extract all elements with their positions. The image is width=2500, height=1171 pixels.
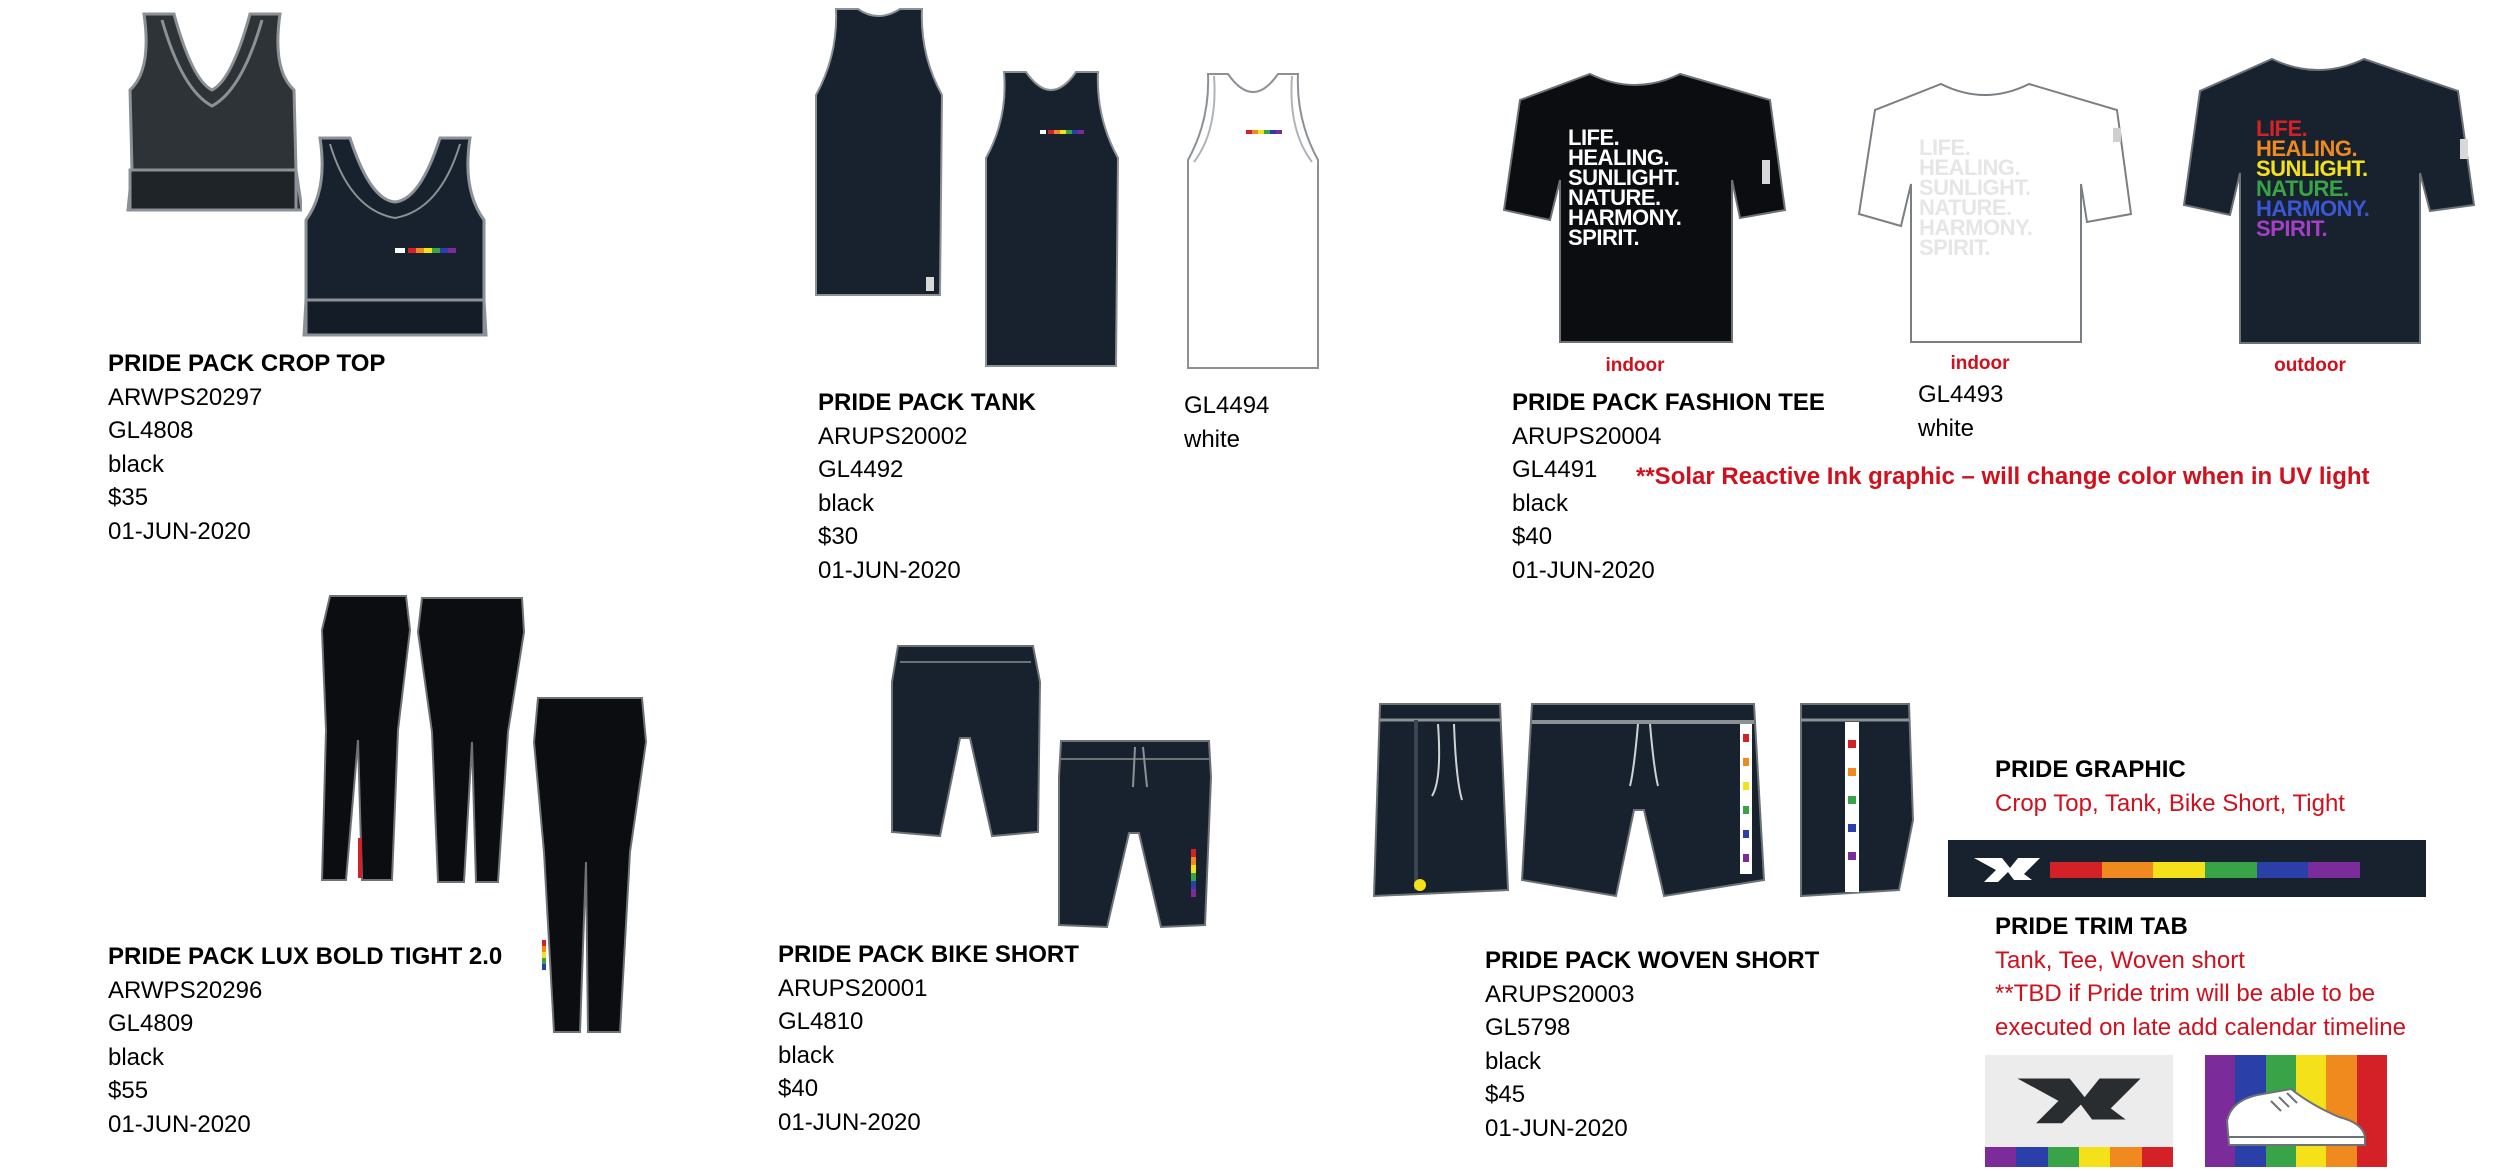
price: $40	[1512, 523, 1553, 550]
price: $35	[108, 484, 149, 511]
launch-date: 01-JUN-2020	[778, 1108, 921, 1136]
stripe-blue	[2257, 862, 2309, 878]
graphic-line: SPIRIT.	[1919, 235, 1991, 260]
style-number: ARWPS20296	[108, 976, 263, 1004]
stripe-purple	[2308, 862, 2360, 878]
vector-logo-icon	[2009, 1071, 2149, 1127]
pride-trim-info	[1995, 910, 2406, 1044]
graphic-line: LIFE.	[2256, 116, 2308, 141]
crop-top-front-image	[300, 130, 490, 340]
launch-date: 01-JUN-2020	[1485, 1114, 1628, 1142]
tee-white-label: indoor	[1950, 353, 2010, 374]
stripe-green	[2205, 862, 2257, 878]
graphic-line: SPIRIT.	[2256, 216, 2328, 241]
launch-date: 01-JUN-2020	[108, 1110, 251, 1138]
graphic-line: SUNLIGHT.	[2256, 156, 2368, 181]
section-title: PRIDE TRIM TAB	[1995, 913, 2188, 940]
graphic-line: HARMONY.	[2256, 196, 2370, 221]
bike-short-front-image	[1055, 737, 1215, 932]
product-name: PRIDE PACK FASHION TEE	[1512, 389, 1825, 416]
woven-short-trim-tape	[1740, 724, 1752, 874]
tight-info	[108, 940, 502, 1141]
price: $45	[1485, 1081, 1526, 1108]
woven-short-front-image	[1518, 700, 1768, 900]
tight-pride-stripe	[542, 940, 546, 970]
article-number: GL4808	[108, 417, 194, 444]
pride-graphic-stripes	[2050, 862, 2360, 878]
vector-logo-icon	[1972, 854, 2042, 884]
tee-outdoor-image	[2180, 55, 2480, 350]
woven-short-back-image	[1795, 700, 1915, 900]
trim-note-line-1: **TBD if Pride trim will be able to be	[1995, 980, 2376, 1007]
tank-white-image	[1178, 70, 1328, 375]
crop-top-info	[108, 347, 385, 548]
tank-back-image	[808, 5, 948, 305]
trim-tab-stripes	[1985, 1147, 2173, 1167]
price: $30	[818, 523, 859, 550]
woven-short-side-image	[1370, 700, 1510, 900]
solar-ink-note: **Solar Reactive Ink graphic – will change color when in UV light	[1636, 463, 2370, 490]
trim-tab-shoe	[2205, 1055, 2387, 1167]
stripe-red	[2050, 862, 2102, 878]
style-number: ARWPS20297	[108, 383, 263, 411]
article-number: GL5798	[1485, 1014, 1571, 1041]
product-name: PRIDE PACK WOVEN SHORT	[1485, 947, 1820, 974]
article-number: GL4491	[1512, 456, 1598, 483]
section-title: PRIDE GRAPHIC	[1995, 756, 2186, 783]
graphic-line: NATURE.	[2256, 176, 2349, 201]
tank-info	[818, 386, 1036, 587]
applies-to: Crop Top, Tank, Bike Short, Tight	[1995, 789, 2345, 817]
woven-short-info	[1485, 944, 1819, 1145]
pride-graphic-strip	[1948, 840, 2426, 897]
product-name: PRIDE PACK TANK	[818, 389, 1036, 416]
graphic-line: HEALING.	[1568, 145, 1670, 170]
graphic-line: SPIRIT.	[1568, 225, 1640, 250]
stripe-yellow	[2153, 862, 2205, 878]
tank-front-image	[978, 68, 1124, 373]
graphic-line: HARMONY.	[1919, 215, 2033, 240]
graphic-line: NATURE.	[1568, 185, 1661, 210]
graphic-line: HEALING.	[2256, 136, 2358, 161]
crop-top-back-image	[122, 10, 302, 220]
color-name: white	[1918, 414, 1975, 442]
trim-note-line-2: executed on late add calendar timeline	[1995, 1013, 2406, 1041]
tee-outdoor-label: outdoor	[2274, 355, 2346, 376]
article-number: GL4492	[818, 456, 904, 483]
tight-back-image	[318, 590, 418, 890]
launch-date: 01-JUN-2020	[108, 517, 251, 545]
tee-white-image	[1855, 80, 2135, 350]
tee-black-label: indoor	[1605, 355, 1665, 376]
tee-black-graphic	[1568, 125, 1682, 250]
style-number: ARUPS20001	[778, 974, 928, 1002]
product-name: PRIDE PACK BIKE SHORT	[778, 941, 1079, 968]
color-name: black	[778, 1041, 835, 1069]
stripe-orange	[2102, 862, 2154, 878]
bike-short-back-image	[888, 642, 1043, 842]
color-name: black	[1512, 489, 1569, 517]
graphic-line: NATURE.	[1919, 195, 2012, 220]
tank-white-info	[1184, 389, 1269, 456]
fashion-tee-white-info	[1918, 378, 2003, 445]
pride-graphic-info	[1995, 753, 2345, 820]
style-number: ARUPS20003	[1485, 980, 1635, 1008]
article-number: GL4810	[778, 1008, 864, 1035]
product-name: PRIDE PACK LUX BOLD TIGHT 2.0	[108, 943, 503, 970]
article-number: GL4809	[108, 1010, 194, 1037]
trim-tab-vector	[1985, 1055, 2173, 1167]
price: $55	[108, 1077, 149, 1104]
article-number: GL4493	[1918, 381, 2004, 408]
graphic-line: SUNLIGHT.	[1919, 175, 2031, 200]
launch-date: 01-JUN-2020	[1512, 556, 1655, 584]
style-number: ARUPS20004	[1512, 422, 1662, 450]
sneaker-icon	[2221, 1081, 2371, 1151]
bike-short-pride-stripe	[1191, 849, 1196, 897]
graphic-line: HARMONY.	[1568, 205, 1682, 230]
graphic-line: LIFE.	[1568, 125, 1620, 150]
tee-outdoor-graphic	[2256, 116, 2370, 241]
price: $40	[778, 1075, 819, 1102]
crop-top-pride-stripe	[395, 248, 456, 253]
tee-white-graphic	[1919, 135, 2033, 260]
product-name: PRIDE PACK CROP TOP	[108, 350, 386, 377]
graphic-line: HEALING.	[1919, 155, 2021, 180]
tank-white-pride-stripe	[1246, 130, 1282, 134]
applies-to: Tank, Tee, Woven short	[1995, 946, 2245, 974]
color-name: white	[1184, 425, 1241, 453]
article-number: GL4494	[1184, 392, 1270, 419]
tight-front-image	[530, 692, 650, 1037]
graphic-line: LIFE.	[1919, 135, 1971, 160]
color-name: black	[108, 1043, 165, 1071]
color-name: black	[108, 450, 165, 478]
color-name: black	[1485, 1047, 1542, 1075]
tight-side-image	[412, 592, 532, 892]
tee-black-image	[1500, 70, 1790, 350]
graphic-line: SUNLIGHT.	[1568, 165, 1680, 190]
style-number: ARUPS20002	[818, 422, 968, 450]
color-name: black	[818, 489, 875, 517]
bike-short-info	[778, 938, 1079, 1139]
launch-date: 01-JUN-2020	[818, 556, 961, 584]
